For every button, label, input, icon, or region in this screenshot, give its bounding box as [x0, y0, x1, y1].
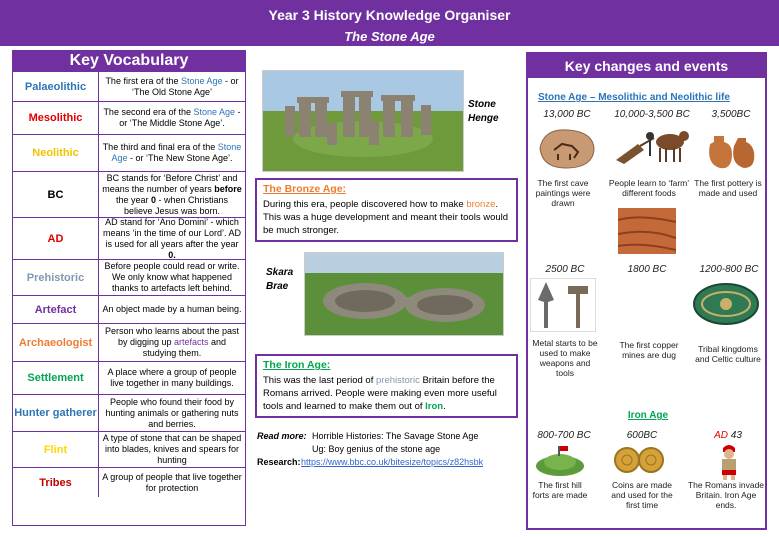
definition-fragment: before: [214, 183, 242, 194]
event-text-metal-tools: Metal starts to be used to make weapons and tools: [532, 338, 598, 378]
definition-fragment: - or ‘The New Stone Age’.: [127, 153, 233, 163]
iron-age-text: [263, 374, 510, 413]
vocabulary-definition: [99, 218, 245, 259]
event-date-copper-mines: 1800 BC: [627, 264, 667, 275]
vocabulary-definition: [99, 296, 245, 323]
definition-fragment: Before people could read or write. We only know what happened thanks to artefacts left behind.: [104, 261, 240, 293]
definition-fragment: BC stands for ‘Before Christ’ and means the number of years: [102, 172, 238, 194]
vocabulary-row: [13, 259, 245, 295]
iron-age-heading: The Iron Age:: [263, 359, 331, 371]
stonehenge-caption: Stone Henge: [468, 99, 499, 124]
vocabulary-definition: [99, 135, 245, 171]
page-subtitle: The Stone Age: [344, 29, 435, 44]
vocabulary-row: [13, 323, 245, 361]
definition-fragment: The second era of the: [103, 107, 194, 117]
vocabulary-term: Settlement: [13, 362, 99, 394]
event-date-metal-tools: 2500 BC: [545, 264, 585, 275]
ad-label: AD: [714, 430, 728, 441]
vocabulary-row: [13, 295, 245, 323]
vocabulary-row: [13, 71, 245, 101]
key-vocabulary-heading: Key Vocabulary: [13, 51, 245, 71]
vocabulary-definition: [99, 432, 245, 467]
event-text-roman-invasion: The Romans invade Britain. Iron Age ends.: [687, 480, 765, 510]
event-date-farming: 10,000-3,500 BC: [614, 109, 690, 120]
event-text-copper-mines: The first copper mines are dug: [619, 340, 679, 360]
event-text-hill-forts: The first hill forts are made: [532, 480, 588, 500]
definition-fragment: 0: [150, 194, 156, 205]
vocabulary-term: Prehistoric: [13, 260, 99, 295]
page-title: Year 3 History Knowledge Organiser: [268, 7, 511, 23]
vocabulary-term: Flint: [13, 432, 99, 467]
bronze-age-heading: The Bronze Age:: [263, 183, 347, 195]
hill-fort-icon: [534, 442, 586, 478]
stone-age-section-heading: Stone Age – Mesolithic and Neolithic life: [538, 92, 730, 103]
stonehenge-photo: [262, 70, 464, 172]
vocabulary-definition: [99, 362, 245, 394]
event-date-roman-invasion: [696, 430, 760, 441]
event-text-tribal-kingdoms: Tribal kingdoms and Celtic culture: [695, 344, 761, 364]
ox-plough-icon: [610, 120, 690, 172]
definition-fragment: 0.: [168, 249, 176, 260]
ad-year: 43: [728, 430, 742, 441]
text-fragment: This was the last period of: [263, 375, 376, 386]
definition-fragment: - when Christians believe Jesus was born.: [123, 194, 229, 216]
vocabulary-definition: [99, 102, 245, 134]
vocabulary-term: Mesolithic: [13, 102, 99, 134]
vocabulary-definition: [99, 395, 245, 431]
metal-weapons-icon: [530, 278, 596, 332]
celtic-shield-icon: [692, 282, 760, 326]
vocabulary-definition: [99, 468, 245, 497]
vocabulary-term: Hunter gatherer: [13, 395, 99, 431]
definition-fragment: The first era of the: [105, 75, 181, 86]
research-label: Research:: [257, 457, 301, 467]
pottery-icon: [702, 124, 758, 172]
text-fragment: prehistoric: [376, 375, 420, 386]
definition-fragment: The third and final era of the: [102, 142, 218, 152]
event-date-tribal-kingdoms: 1200-800 BC: [699, 264, 759, 275]
vocabulary-term: Tribes: [13, 468, 99, 497]
iron-age-section-heading: Iron Age: [627, 410, 669, 421]
bronze-age-text: [263, 198, 510, 237]
cave-painting-icon: [536, 124, 598, 172]
vocabulary-row: [13, 101, 245, 134]
event-date-hill-forts: 800-700 BC: [537, 430, 591, 441]
event-date-pottery: 3,500BC: [711, 109, 751, 120]
skara-brae-photo: [304, 252, 504, 336]
copper-ore-icon: [618, 208, 676, 254]
vocabulary-row: [13, 171, 245, 217]
text-fragment: Iron: [425, 401, 444, 412]
roman-soldier-icon: [714, 442, 744, 480]
definition-fragment: AD stand for ‘Ano Domini’ - which means ‘in the time of our Lord’. AD is used for all years after the year: [102, 216, 242, 249]
bronze-age-box: [255, 178, 518, 242]
text-fragment: bronze: [466, 199, 496, 210]
event-date-coins: 600BC: [626, 430, 658, 441]
definition-fragment: artefacts: [174, 337, 209, 347]
definition-fragment: An object made by a human being.: [102, 304, 242, 314]
vocabulary-rows: [13, 71, 245, 497]
text-fragment: . This was a huge development and meant their tools would be much stronger.: [263, 199, 509, 236]
vocabulary-term: Artefact: [13, 296, 99, 323]
event-text-coins: Coins are made and used for the first time: [611, 480, 673, 510]
vocabulary-term: Archaeologist: [13, 324, 99, 361]
vocabulary-definition: [99, 72, 245, 101]
event-text-cave-paintings: The first cave paintings were drawn: [535, 178, 591, 208]
definition-fragment: Stone Age: [111, 142, 242, 163]
event-text-pottery: The first pottery is made and used: [694, 178, 762, 198]
iron-age-box: [255, 354, 518, 418]
read-more-label: Read more:: [257, 431, 307, 441]
definition-fragment: the year: [115, 194, 151, 205]
text-fragment: During this era, people discovered how to make: [263, 199, 467, 210]
coins-icon: [612, 446, 666, 474]
event-date-cave-paintings: 13,000 BC: [543, 109, 591, 120]
definition-fragment: A type of stone that can be shaped into blades, knives and spears for hunting: [102, 433, 242, 465]
definition-fragment: Stone Age: [193, 107, 236, 117]
definition-fragment: - or ‘The Middle Stone Age’.: [119, 107, 241, 128]
definition-fragment: A place where a group of people live together in many buildings.: [107, 367, 237, 388]
text-fragment: .: [443, 401, 446, 412]
vocabulary-row: [13, 431, 245, 467]
definition-fragment: A group of people that live together for protection: [102, 471, 242, 493]
research-link[interactable]: https://www.bbc.co.uk/bitesize/topics/z82hsbk: [301, 457, 484, 467]
vocabulary-definition: [99, 324, 245, 361]
key-events-heading: Key changes and events: [528, 54, 765, 78]
read-more-section: [257, 430, 483, 469]
definition-fragment: and studying them.: [142, 337, 227, 358]
text-fragment: Britain before the Romans arrived. People were making even more useful tools and learned to make them out of: [263, 375, 497, 412]
definition-fragment: Person who learns about the past by digging up: [104, 326, 240, 347]
vocabulary-row: [13, 217, 245, 259]
book-2: Ug: Boy genius of the stone age: [312, 444, 441, 454]
vocabulary-term: BC: [13, 172, 99, 217]
vocabulary-term: Palaeolithic: [13, 72, 99, 101]
definition-fragment: People who found their food by hunting animals or gathering nuts and berries.: [105, 396, 239, 429]
event-text-farming: People learn to ‘farm’ different foods: [608, 178, 690, 198]
vocabulary-row: [13, 361, 245, 394]
vocabulary-row: [13, 134, 245, 171]
definition-fragment: - or ‘The Old Stone Age’: [131, 75, 239, 97]
vocabulary-row: [13, 467, 245, 497]
vocabulary-row: [13, 394, 245, 431]
skara-brae-caption: Skara Brae: [266, 267, 294, 292]
key-vocabulary-table: [12, 50, 246, 526]
vocabulary-term: Neolithic: [13, 135, 99, 171]
definition-fragment: Stone Age: [180, 75, 223, 86]
title-banner: [0, 0, 779, 46]
book-1: Horrible Histories: The Savage Stone Age: [312, 431, 479, 441]
vocabulary-term: AD: [13, 218, 99, 259]
vocabulary-definition: [99, 260, 245, 295]
vocabulary-definition: [99, 172, 245, 217]
